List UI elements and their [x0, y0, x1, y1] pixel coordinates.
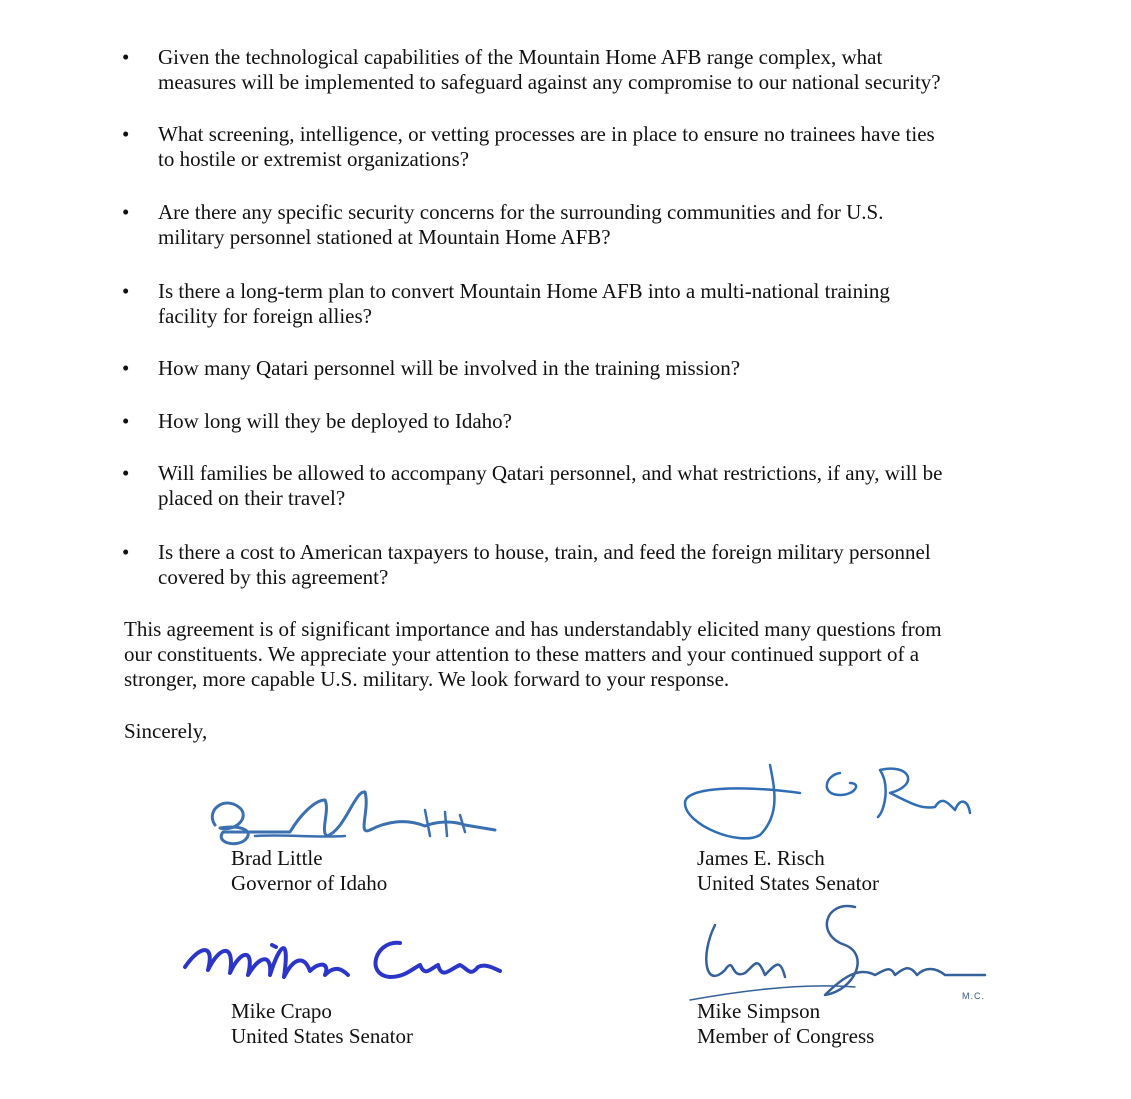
signatory-title: Member of Congress [697, 1024, 875, 1048]
signatory-name: James E. Risch [697, 846, 825, 870]
signatory-title: Governor of Idaho [231, 871, 388, 895]
signature-james-risch [680, 755, 980, 850]
signatory-block [697, 999, 874, 1049]
signatory-block [231, 999, 413, 1049]
signatory-title: United States Senator [697, 871, 879, 895]
mc-initials-mark: M.C. [962, 991, 985, 1001]
bullet-icon: • [122, 122, 130, 146]
signature-mike-crapo [180, 925, 510, 1005]
bullet-icon: • [122, 540, 130, 564]
signatory-block [231, 846, 387, 896]
bullet-icon: • [122, 45, 130, 69]
bullet-icon: • [122, 200, 130, 224]
question-text: Is there a cost to American taxpayers to house, train, and feed the foreign military personnel covered by this agreement? [158, 540, 931, 589]
closing-paragraph: This agreement is of significant importance and has understandably elicited many questions from our constituents. We appreciate your attention to these matters and your continued support of a stronger, more capable U.S. military. We look forward to your response. [124, 617, 942, 691]
question-text: Will families be allowed to accompany Qatari personnel, and what restrictions, if any, will be placed on their travel? [158, 461, 943, 510]
question-text: How long will they be deployed to Idaho? [158, 409, 513, 433]
signatory-name: Brad Little [231, 846, 323, 870]
question-text: Is there a long-term plan to convert Mountain Home AFB into a multi-national training facility for foreign allies? [158, 279, 890, 328]
question-text: Given the technological capabilities of the Mountain Home AFB range complex, what measures will be implemented to safeguard against any compromise to our national security? [158, 45, 941, 94]
bullet-icon: • [122, 409, 130, 433]
question-text: What screening, intelligence, or vetting processes are in place to ensure no trainees have ties to hostile or extremist organizations? [158, 122, 935, 171]
bullet-icon: • [122, 461, 130, 485]
question-text: Are there any specific security concerns for the surrounding communities and for U.S. military personnel stationed at Mountain Home AFB? [158, 200, 884, 249]
bullet-icon: • [122, 356, 130, 380]
signatory-title: United States Senator [231, 1024, 413, 1048]
signatory-name: Mike Crapo [231, 999, 332, 1023]
salutation: Sincerely, [124, 719, 208, 743]
signatory-block [697, 846, 879, 896]
question-text: How many Qatari personnel will be involved in the training mission? [158, 356, 741, 380]
bullet-icon: • [122, 279, 130, 303]
signature-mike-simpson [685, 895, 990, 1010]
signatory-name: Mike Simpson [697, 999, 821, 1023]
